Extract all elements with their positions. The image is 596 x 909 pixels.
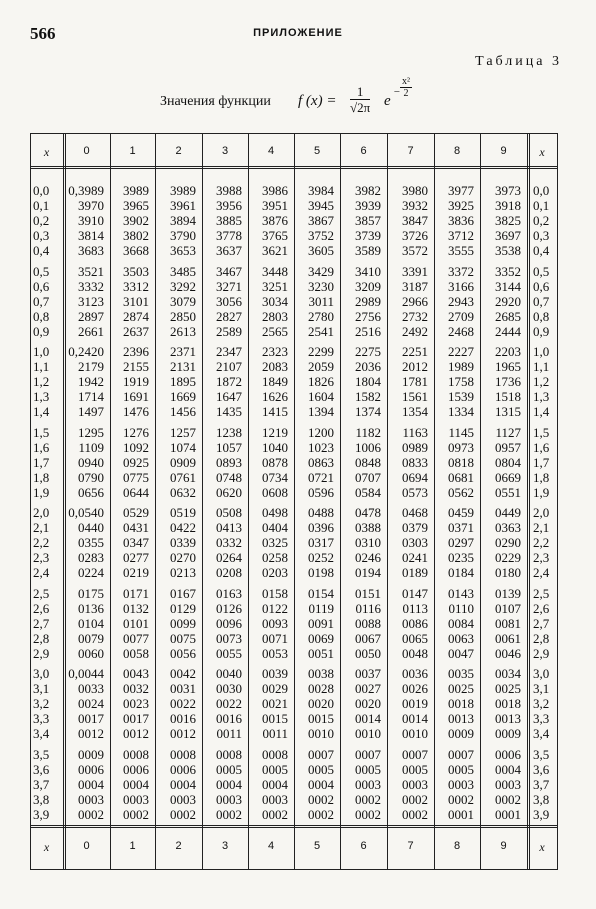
x-value-column: 3,5 3,6 3,7 3,8 3,9	[33, 746, 50, 822]
x-value-column-right: 3,5 3,6 3,7 3,8 3,9	[533, 746, 550, 822]
footer-x-label: x	[539, 840, 545, 854]
x-value-column-right: 2,5 2,6 2,7 2,8 2,9	[533, 585, 550, 661]
density-values-column: 1295 1109 0940 0790 0656	[78, 424, 104, 500]
density-values-column: 3429 3230 3011 2780 2541	[308, 263, 334, 339]
density-values-column: 0040 0030 0022 0016 0011	[216, 666, 242, 741]
footer-digit: 3	[221, 840, 229, 852]
density-values-column: 3989 3965 3902 3802 3668	[123, 183, 149, 258]
density-values-column: 0151 0116 0088 0067 0050	[355, 585, 381, 661]
header-digit: 3	[221, 145, 229, 157]
density-values-column: 1145 0973 0818 0681 0562	[448, 424, 474, 500]
density-values-column: 0034 0025 0018 0013 0009	[495, 666, 521, 741]
footer-digit: 1	[129, 840, 136, 852]
header-x-label: x	[43, 145, 50, 159]
header-digit: 1	[129, 145, 136, 157]
density-values-column: 1163 0989 0833 0694 0573	[402, 424, 428, 500]
formula-denominator: √2π	[350, 100, 371, 115]
header-digit: 8	[453, 145, 461, 157]
density-values-column: 0508 0413 0332 0264 0208	[216, 505, 242, 580]
formula-fraction	[350, 85, 370, 115]
density-values-column: 0043 0032 0023 0017 0012	[123, 666, 149, 741]
footer-rule	[30, 825, 557, 828]
table-label: Таблица 3	[475, 54, 562, 69]
footer-x-label: x	[43, 840, 50, 854]
header-digit: 6	[360, 145, 367, 157]
header-digit: 9	[500, 145, 507, 157]
density-values-column: 0163 0126 0096 0073 0055	[216, 585, 242, 661]
density-values-column: 3973 3918 3825 3697 3538	[495, 183, 521, 258]
density-values-column: 0008 0006 0004 0003 0002	[170, 746, 196, 822]
footer-digit: 9	[500, 840, 507, 852]
header-digit: 4	[267, 145, 275, 157]
density-values-column: 2275 2036 1804 1582 1374	[355, 344, 381, 419]
header-digit: 2	[175, 145, 182, 157]
density-values-column: 3410 3209 2989 2756 2516	[355, 263, 381, 339]
density-values-column: 0147 0113 0086 0065 0048	[402, 585, 428, 661]
density-values-column: 1200 1023 0863 0721 0596	[308, 424, 334, 500]
density-values-column: 0459 0371 0297 0235 0184	[448, 505, 474, 580]
normal-density-table	[30, 133, 557, 870]
density-values-column: 0037 0027 0020 0014 0010	[355, 666, 381, 741]
formula-exponent-den: 2	[403, 88, 409, 99]
x-value-column-right: 3,0 3,1 3,2 3,3 3,4	[533, 666, 550, 741]
density-values-column: 2227 1989 1758 1539 1334	[448, 344, 474, 419]
column-rule	[30, 133, 31, 870]
density-values-column: 3977 3925 3836 3712 3555	[448, 183, 474, 258]
density-values-column: 1182 1006 0848 0707 0584	[355, 424, 381, 500]
density-values-column: 3984 3945 3867 3752 3605	[308, 183, 334, 258]
x-value-column-right: 1,0 1,1 1,2 1,3 1,4	[533, 344, 550, 419]
formula-exponent-num: x²	[402, 76, 410, 87]
density-values-column: 0488 0396 0317 0252 0198	[308, 505, 334, 580]
formula-exponent	[400, 76, 412, 99]
density-values-column: 0498 0404 0325 0258 0203	[262, 505, 288, 580]
density-values-column: 0449 0363 0290 0229 0180	[495, 505, 521, 580]
footer-digit: 8	[453, 840, 461, 852]
table-bottom-rule	[30, 869, 557, 870]
density-values-column: 0,0540 0440 0355 0283 0224	[68, 505, 104, 580]
density-values-column: 0158 0122 0093 0071 0053	[262, 585, 288, 661]
density-values-column: 1276 1092 0925 0775 0644	[123, 424, 149, 500]
density-values-column: 3982 3939 3857 3739 3589	[355, 183, 381, 258]
density-values-column: 2371 2131 1895 1669 1456	[170, 344, 196, 419]
density-values-column: 0171 0132 0101 0077 0058	[123, 585, 149, 661]
formula-e: e	[384, 93, 391, 109]
x-value-column: 0,5 0,6 0,7 0,8 0,9	[33, 263, 50, 339]
density-values-column: 0143 0110 0084 0063 0047	[448, 585, 474, 661]
density-values-column: 0035 0025 0018 0013 0009	[448, 666, 474, 741]
density-values-column: 3352 3144 2920 2685 2444	[495, 263, 521, 339]
density-values-column: 1219 1040 0878 0734 0608	[262, 424, 288, 500]
density-values-column: 2203 1965 1736 1518 1315	[495, 344, 521, 419]
footer-digit: 5	[313, 840, 321, 852]
density-values-column: 2299 2059 1826 1604 1394	[308, 344, 334, 419]
density-values-column: 2396 2155 1919 1691 1476	[123, 344, 149, 419]
x-value-column-right: 1,5 1,6 1,7 1,8 1,9	[533, 424, 550, 500]
density-values-column: 2323 2083 1849 1626 1415	[262, 344, 288, 419]
density-values-column: 0478 0388 0310 0246 0194	[355, 505, 381, 580]
header-x-label: x	[539, 145, 545, 159]
density-values-column: 0139 0107 0081 0061 0046	[495, 585, 521, 661]
density-values-column: 0529 0431 0347 0277 0219	[123, 505, 149, 580]
density-values-column: 0036 0026 0019 0014 0010	[402, 666, 428, 741]
density-values-column: 0007 0005 0003 0002 0002	[355, 746, 381, 822]
density-values-column: 3521 3332 3123 2897 2661	[78, 263, 104, 339]
density-values-column: 0,0044 0033 0024 0017 0012	[68, 666, 104, 741]
density-values-column: 0175 0136 0104 0079 0060	[78, 585, 104, 661]
density-values-column: 0008 0005 0004 0003 0002	[216, 746, 242, 822]
footer-digit: 7	[407, 840, 414, 852]
formula-exponent-sign: −	[393, 86, 401, 98]
density-values-column: 1238 1057 0893 0748 0620	[216, 424, 242, 500]
density-values-column: 0,3989 3970 3910 3814 3683	[68, 183, 104, 258]
footer-digit: 6	[360, 840, 367, 852]
density-values-column: 2251 2012 1781 1561 1354	[402, 344, 428, 419]
density-values-column: 1257 1074 0909 0761 0632	[170, 424, 196, 500]
density-values-column: 0006 0004 0003 0002 0001	[495, 746, 521, 822]
density-values-column: 3448 3251 3034 2803 2565	[262, 263, 288, 339]
caption-text: Значения функции	[160, 94, 271, 109]
density-values-column: 0008 0005 0004 0003 0002	[262, 746, 288, 822]
density-values-column: 0038 0028 0020 0015 0010	[308, 666, 334, 741]
header-rule	[30, 166, 557, 169]
footer-digit: 0	[83, 840, 90, 852]
x-value-column-right: 0,0 0,1 0,2 0,3 0,4	[533, 183, 550, 258]
density-values-column: 0519 0422 0339 0270 0213	[170, 505, 196, 580]
density-values-column: 0042 0031 0022 0016 0012	[170, 666, 196, 741]
x-value-column: 2,5 2,6 2,7 2,8 2,9	[33, 585, 50, 661]
density-values-column: 2347 2107 1872 1647 1435	[216, 344, 242, 419]
footer-digit: 4	[267, 840, 275, 852]
header-digit: 5	[313, 145, 321, 157]
x-value-column: 1,0 1,1 1,2 1,3 1,4	[33, 344, 50, 419]
column-rule	[527, 133, 530, 870]
density-values-column: 3485 3292 3079 2850 2613	[170, 263, 196, 339]
density-values-column: 0008 0006 0004 0003 0002	[123, 746, 149, 822]
density-values-column: 1127 0957 0804 0669 0551	[495, 424, 521, 500]
density-values-column: 0007 0005 0004 0002 0002	[308, 746, 334, 822]
density-values-column: 0009 0006 0004 0003 0002	[78, 746, 104, 822]
x-value-column-right: 2,0 2,1 2,2 2,3 2,4	[533, 505, 550, 580]
density-values-column: 3989 3961 3894 3790 3653	[170, 183, 196, 258]
header-digit: 0	[83, 145, 90, 157]
x-value-column: 1,5 1,6 1,7 1,8 1,9	[33, 424, 50, 500]
density-values-column: 3391 3187 2966 2732 2492	[402, 263, 428, 339]
x-value-column-right: 0,5 0,6 0,7 0,8 0,9	[533, 263, 550, 339]
density-values-column: 3980 3932 3847 3726 3572	[402, 183, 428, 258]
x-value-column: 2,0 2,1 2,2 2,3 2,4	[33, 505, 50, 580]
density-values-column: 3503 3312 3101 2874 2637	[123, 263, 149, 339]
formula-numerator: 1	[350, 85, 370, 100]
x-value-column: 0,0 0,1 0,2 0,3 0,4	[33, 183, 50, 258]
density-values-column: 3467 3271 3056 2827 2589	[216, 263, 242, 339]
density-values-column: 0167 0129 0099 0075 0056	[170, 585, 196, 661]
density-values-column: 0,2420 2179 1942 1714 1497	[68, 344, 104, 419]
density-values-column: 0007 0005 0003 0002 0001	[448, 746, 474, 822]
formula-fx: f (x) =	[298, 93, 337, 109]
density-values-column: 0154 0119 0091 0069 0051	[308, 585, 334, 661]
footer-digit: 2	[175, 840, 182, 852]
density-values-column: 0468 0379 0303 0241 0189	[402, 505, 428, 580]
table-top-rule	[30, 133, 557, 134]
x-value-column: 3,0 3,1 3,2 3,3 3,4	[33, 666, 50, 741]
running-head: ПРИЛОЖЕНИЕ	[253, 27, 343, 39]
page-number: 566	[30, 24, 56, 43]
density-values-column: 3988 3956 3885 3778 3637	[216, 183, 242, 258]
density-values-column: 0007 0005 0003 0002 0002	[402, 746, 428, 822]
density-values-column: 3372 3166 2943 2709 2468	[448, 263, 474, 339]
density-values-column: 0039 0029 0021 0015 0011	[262, 666, 288, 741]
header-digit: 7	[407, 145, 414, 157]
density-values-column: 3986 3951 3876 3765 3621	[262, 183, 288, 258]
